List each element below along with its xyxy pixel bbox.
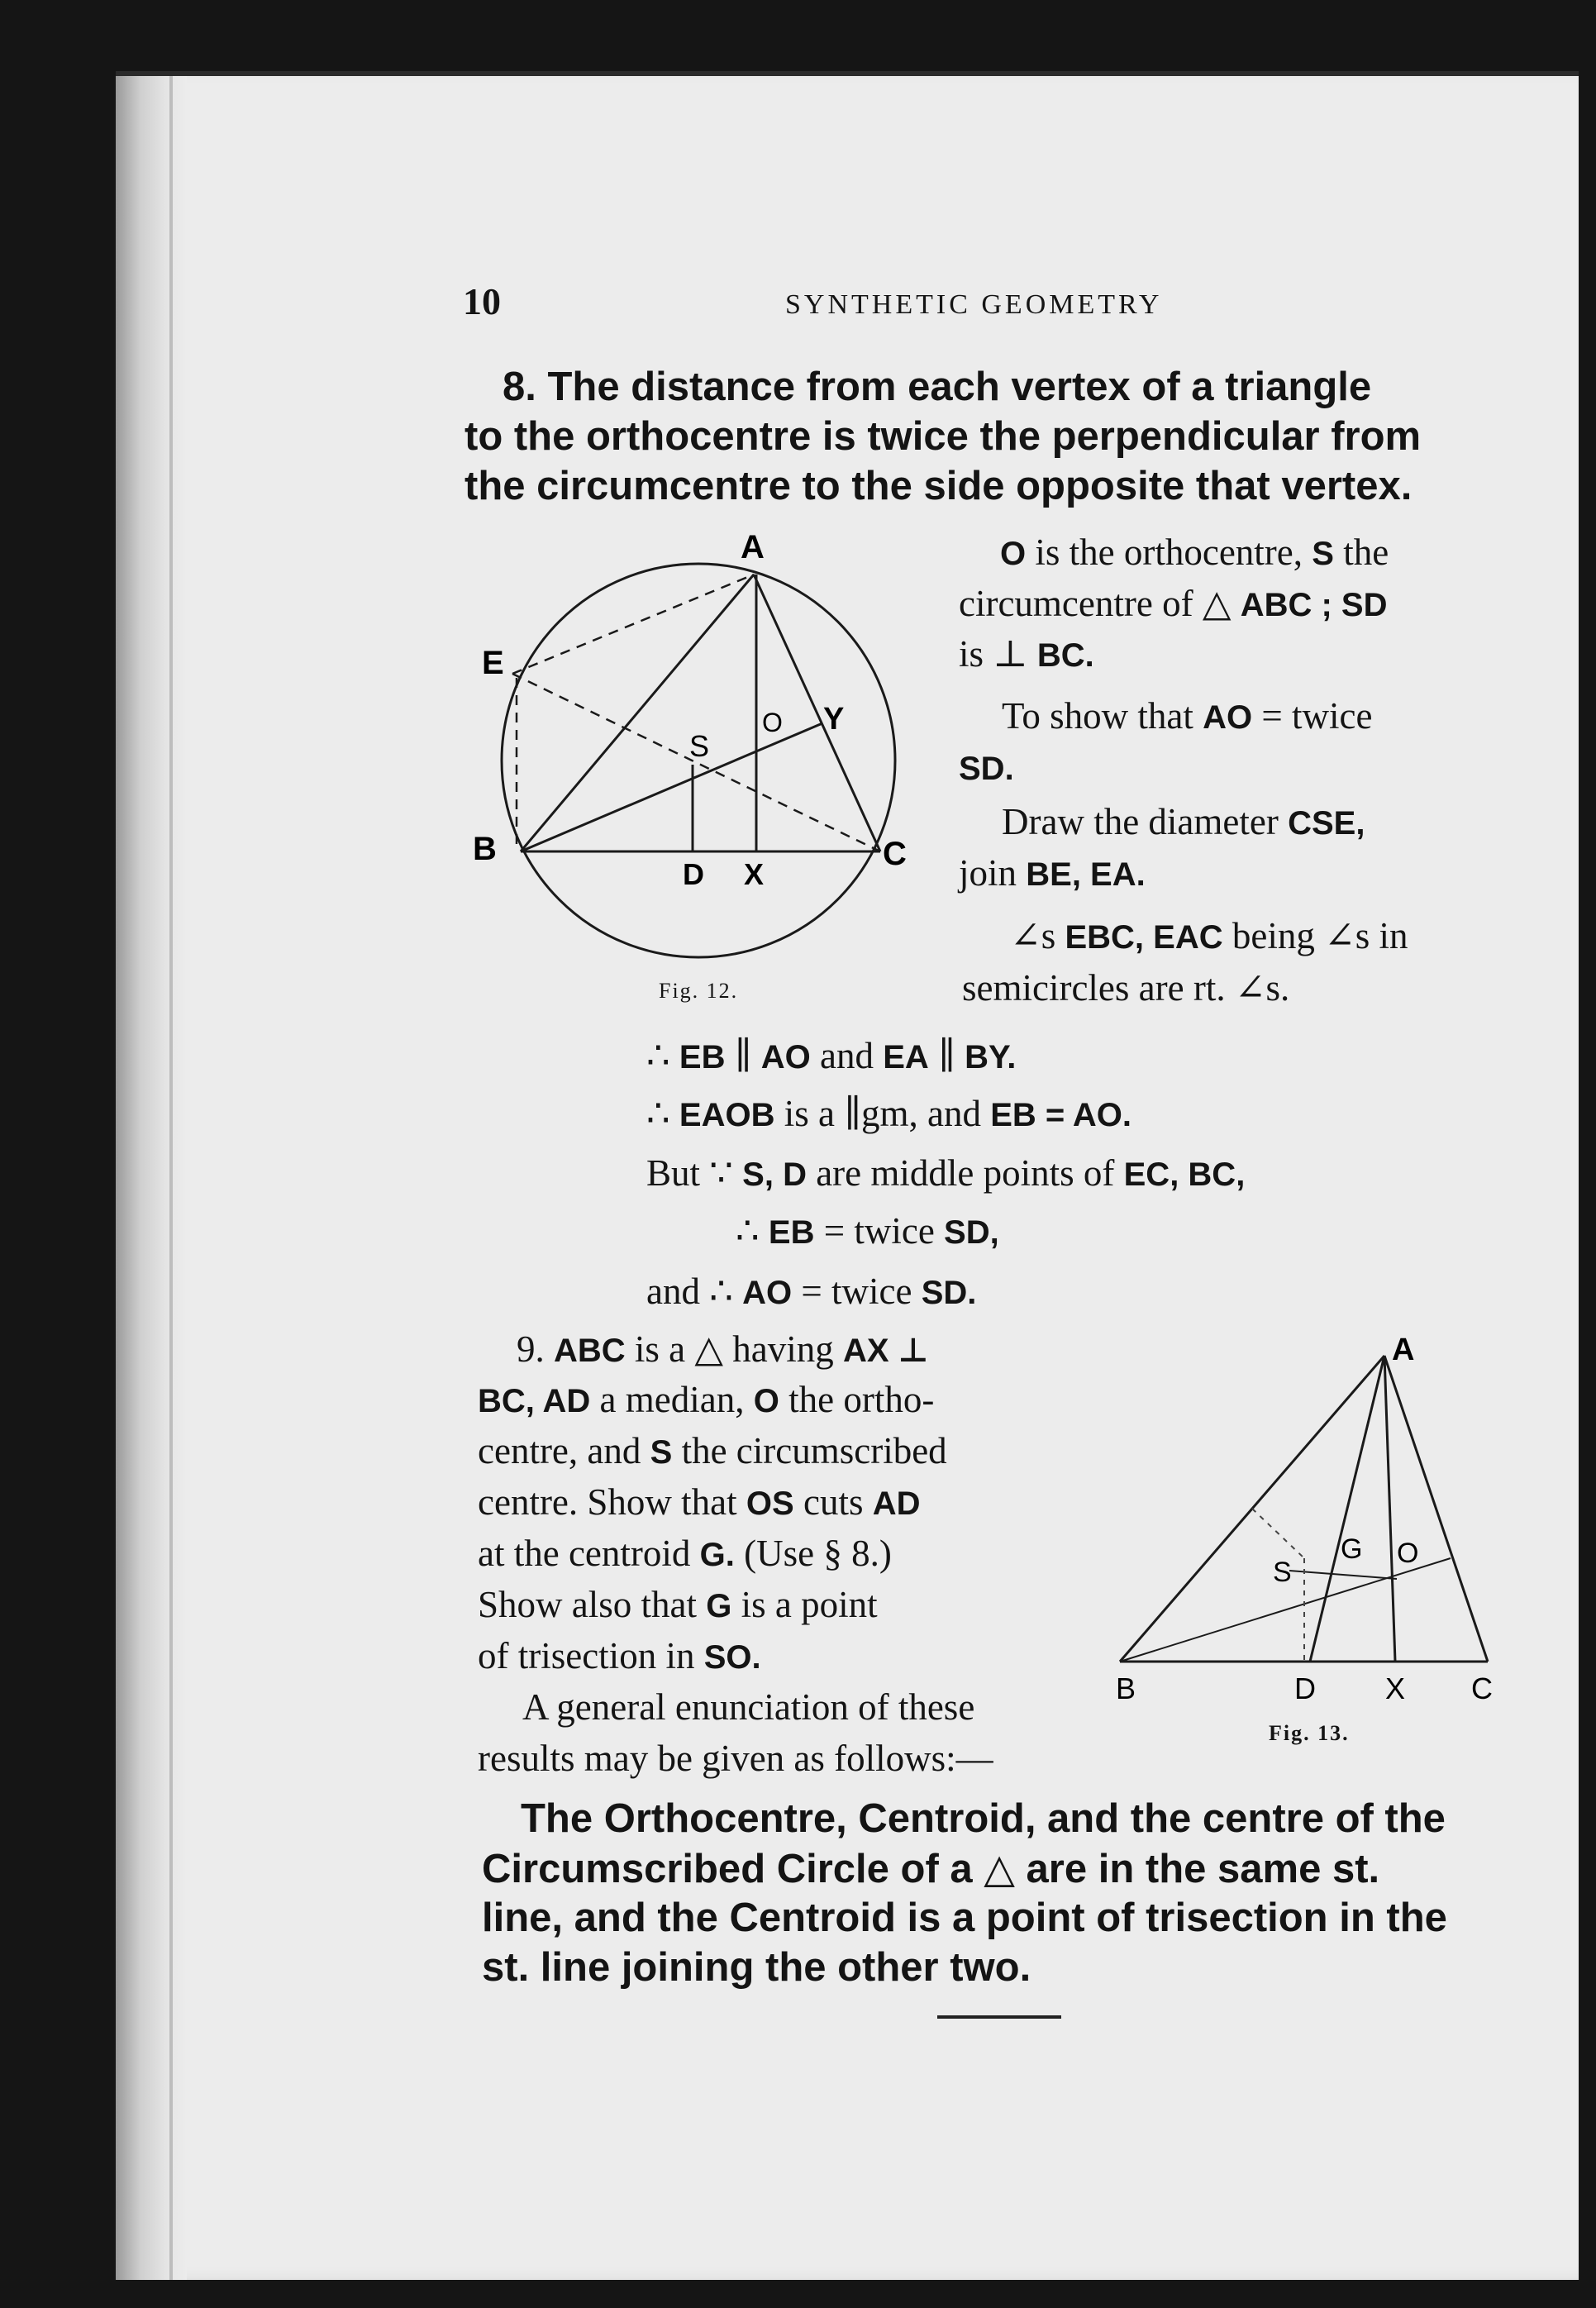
summary-line1: The Orthocentre, Centroid, and the centre of the — [521, 1796, 1446, 1841]
summary-line3: line, and the Centroid is a point of trisection in the — [482, 1896, 1447, 1940]
side-ab — [521, 575, 754, 851]
fig13-line-so — [1289, 1571, 1397, 1579]
section-end-rule — [937, 2015, 1061, 2019]
fig12-caption: Fig. 12. — [659, 979, 739, 1003]
exercise9-line9: results may be given as follows:— — [478, 1738, 993, 1779]
fig13-label-d: D — [1294, 1671, 1316, 1705]
proof8-conclusion4: ∴ EB = twice SD, — [736, 1210, 999, 1252]
fig13-side-ac — [1384, 1356, 1488, 1662]
fig12-label-o: O — [762, 708, 783, 737]
proof8-para4-line1: ∠s EBC, EAC being ∠s in — [1010, 915, 1408, 956]
proof8-para4-line2: semicircles are rt. ∠s. — [962, 967, 1290, 1009]
fig13-label-c: C — [1471, 1671, 1493, 1705]
theorem8-line1: 8. The distance from each vertex of a triangle — [503, 365, 1372, 409]
fig13-dotted-to-ab — [1252, 1509, 1304, 1558]
exercise9-line6: Show also that G is a point — [478, 1584, 878, 1625]
proof8-para2-line1: To show that AO = twice — [1002, 695, 1373, 737]
fig13-caption: Fig. 13. — [1269, 1721, 1350, 1745]
altitude-by — [521, 723, 822, 851]
exercise9-line7: of trisection in SO. — [478, 1635, 761, 1676]
proof8-para3-line2: join BE, EA. — [959, 852, 1146, 894]
exercise9-line5: at the centroid G. (Use § 8.) — [478, 1533, 892, 1574]
fig13-label-g: G — [1341, 1533, 1363, 1565]
theorem8-line3: the circumcentre to the side opposite that vertex. — [465, 464, 1413, 508]
spine-fold-line — [169, 71, 173, 2280]
fig12-label-d: D — [683, 857, 704, 891]
exercise9-line3: centre, and S the circumscribed — [478, 1430, 947, 1471]
exercise9-line4: centre. Show that OS cuts AD — [478, 1481, 921, 1523]
page-top-edge — [116, 71, 1579, 76]
summary-line2: Circumscribed Circle of a △ are in the same st. — [482, 1847, 1380, 1891]
exercise9-line8: A general enunciation of these — [522, 1686, 975, 1728]
fig12-label-x: X — [744, 857, 765, 891]
proof8-para1-line2: circumcentre of △ ABC ; SD — [959, 583, 1388, 624]
fig13-label-o: O — [1397, 1538, 1419, 1569]
chord-ea — [512, 575, 754, 674]
proof8-conclusion2: ∴ EAOB is a ∥gm, and EB = AO. — [646, 1093, 1131, 1134]
fig12-label-a: A — [741, 529, 765, 565]
fig12-label-s: S — [689, 729, 710, 763]
page-spine-shadow — [116, 71, 187, 2280]
proof8-conclusion3: But ∵ S, D are middle points of EC, BC, — [646, 1152, 1246, 1194]
fig12-label-y: Y — [823, 702, 845, 737]
page-number: 10 — [463, 280, 501, 322]
fig13-altitude-ax — [1384, 1356, 1395, 1662]
proof8-para2-line2: SD. — [959, 751, 1014, 787]
exercise9-line2: BC, AD a median, O the ortho- — [478, 1379, 935, 1420]
summary-line4: st. line joining the other two. — [482, 1945, 1031, 1990]
theorem8-line2: to the orthocentre is twice the perpendicular from — [465, 414, 1422, 459]
fig13-label-a: A — [1392, 1333, 1415, 1367]
figure-12-diagram — [463, 521, 926, 984]
proof8-para3-line1: Draw the diameter CSE, — [1002, 801, 1365, 842]
exercise9-line1: 9. ABC is a △ having AX ⊥ — [517, 1328, 929, 1370]
proof8-conclusion1: ∴ EB ∥ AO and EA ∥ BY. — [646, 1035, 1017, 1076]
proof8-para1-line1: O is the orthocentre, S the — [1000, 532, 1389, 573]
running-head: SYNTHETIC GEOMETRY — [785, 289, 1163, 320]
proof8-para1-line3: is ⊥ BC. — [959, 633, 1094, 675]
proof8-conclusion5: and ∴ AO = twice SD. — [646, 1271, 977, 1312]
fig12-label-c: C — [883, 836, 907, 872]
fig13-label-x: X — [1385, 1671, 1406, 1705]
fig12-label-b: B — [473, 831, 497, 867]
fig12-label-e: E — [482, 645, 504, 681]
figure-13-diagram — [1099, 1323, 1529, 1761]
fig13-label-b: B — [1116, 1671, 1136, 1705]
fig13-median-ad — [1310, 1356, 1384, 1662]
fig13-label-s: S — [1273, 1557, 1292, 1588]
